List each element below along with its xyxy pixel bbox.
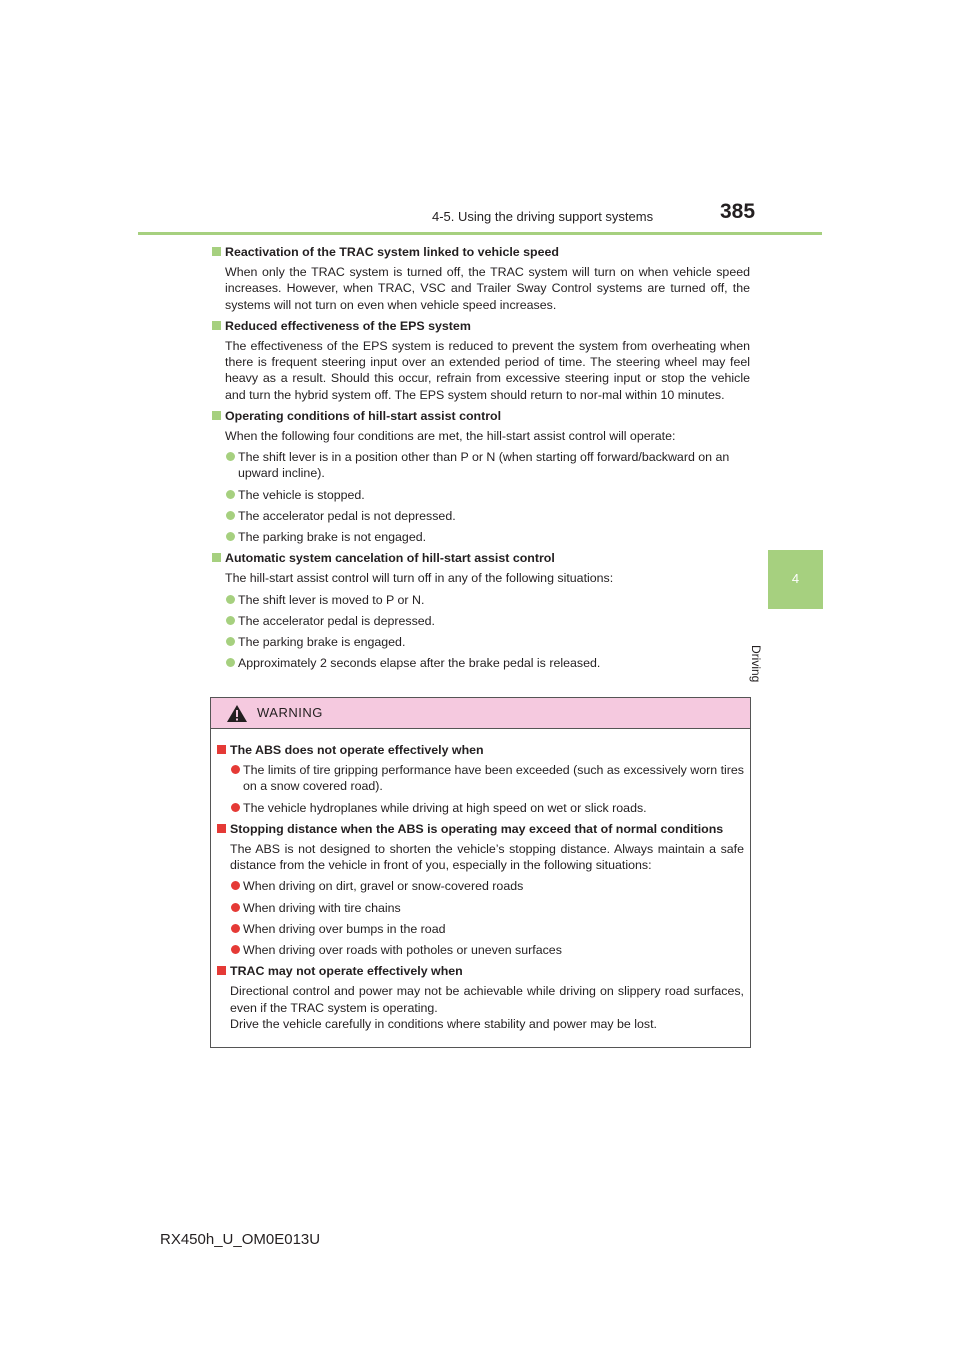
warning-box (210, 697, 751, 1048)
warning-heading: TRAC may not operate effectively when (217, 963, 744, 979)
header-rule (138, 232, 822, 235)
list-item: The vehicle hydroplanes while driving at high speed on wet or slick roads. (230, 800, 744, 816)
circle-bullet-icon (226, 452, 235, 461)
circle-bullet-icon (226, 595, 235, 604)
section-heading: Reactivation of the TRAC system linked to vehicle speed (212, 244, 750, 260)
warning-heading: The ABS does not operate effectively when (217, 742, 744, 758)
list-item: When driving with tire chains (230, 900, 744, 916)
circle-bullet-icon (226, 637, 235, 646)
warning-header (211, 698, 750, 729)
square-bullet-icon (212, 553, 221, 562)
warning-paragraph: Drive the vehicle carefully in conditions where stability and power may be lost. (230, 1016, 657, 1031)
section-hill-start-cancelation (212, 550, 750, 671)
list-item: When driving over bumps in the road (230, 921, 744, 937)
square-bullet-icon (212, 411, 221, 420)
list-item: When driving on dirt, gravel or snow-covered roads (230, 878, 744, 894)
chapter-tab (768, 550, 823, 609)
warning-body (217, 742, 744, 1037)
section-paragraph: When the following four conditions are met, the hill-start assist control will operate: (225, 429, 676, 444)
warning-triangle-icon (227, 705, 247, 722)
page-number: 385 (720, 200, 756, 223)
section-heading: Reduced effectiveness of the EPS system (212, 318, 750, 334)
list-item: Approximately 2 seconds elapse after the brake pedal is released. (225, 655, 750, 671)
square-bullet-icon (217, 824, 226, 833)
main-content (212, 244, 750, 676)
list-item: The accelerator pedal is depressed. (225, 613, 750, 629)
warning-paragraph: Directional control and power may not be achievable while driving on slippery road surfaces, even if the TRAC system is operating. (230, 984, 744, 1015)
circle-bullet-icon (226, 616, 235, 625)
section-heading: Automatic system cancelation of hill-start assist control (212, 550, 750, 566)
section-eps-effectiveness (212, 318, 750, 403)
list-item: The shift lever is moved to P or N. (225, 592, 750, 608)
section-hill-start-conditions (212, 408, 750, 545)
circle-bullet-icon (231, 945, 240, 954)
warning-heading: Stopping distance when the ABS is operating may exceed that of normal conditions (217, 821, 744, 837)
model-code: RX450h_U_OM0E013U (160, 1231, 321, 1248)
list-item: The parking brake is engaged. (225, 634, 750, 650)
square-bullet-icon (217, 745, 226, 754)
section-paragraph: The hill-start assist control will turn off in any of the following situations: (225, 571, 614, 586)
circle-bullet-icon (226, 490, 235, 499)
section-trac-reactivation (212, 244, 750, 313)
section-paragraph: The effectiveness of the EPS system is reduced to prevent the system from overheating when there is frequent steering input over an extended period of time. The steering wheel may feel heavy as a result. Should this occur, refrain from excessive steering input or stop the vehicle and turn the hybrid system off. The EPS system should return to nor-mal within 10 minutes. (225, 339, 750, 402)
circle-bullet-icon (231, 803, 240, 812)
section-title: 4-5. Using the driving support systems (432, 209, 654, 224)
circle-bullet-icon (226, 658, 235, 667)
list-item: The limits of tire gripping performance have been exceeded (such as excessively worn tires on a snow covered road). (230, 762, 744, 794)
chapter-label: Driving (749, 645, 763, 683)
warning-paragraph: The ABS is not designed to shorten the vehicle’s stopping distance. Always maintain a safe distance from the vehicle in front of you, especially in the following situations: (230, 842, 744, 873)
warning-section-trac (217, 963, 744, 1032)
square-bullet-icon (212, 321, 221, 330)
list-item: The parking brake is not engaged. (225, 529, 750, 545)
list-item: The shift lever is in a position other than P or N (when starting off forward/backward on an upward incline). (225, 449, 750, 481)
warning-section-stopping-distance (217, 821, 744, 958)
warning-section-abs (217, 742, 744, 816)
warning-title: WARNING (257, 705, 323, 720)
section-heading: Operating conditions of hill-start assist control (212, 408, 750, 424)
circle-bullet-icon (231, 903, 240, 912)
square-bullet-icon (212, 247, 221, 256)
list-item: When driving over roads with potholes or uneven surfaces (230, 942, 744, 958)
list-item: The vehicle is stopped. (225, 487, 750, 503)
section-paragraph: When only the TRAC system is turned off, the TRAC system will turn on when vehicle speed increases. However, when TRAC, VSC and Trailer Sway Control systems are turned off, the systems will not turn on even when vehicle speed increases. (225, 265, 750, 312)
square-bullet-icon (217, 966, 226, 975)
circle-bullet-icon (231, 765, 240, 774)
circle-bullet-icon (226, 532, 235, 541)
circle-bullet-icon (231, 924, 240, 933)
circle-bullet-icon (231, 881, 240, 890)
chapter-number: 4 (791, 571, 800, 586)
circle-bullet-icon (226, 511, 235, 520)
list-item: The accelerator pedal is not depressed. (225, 508, 750, 524)
